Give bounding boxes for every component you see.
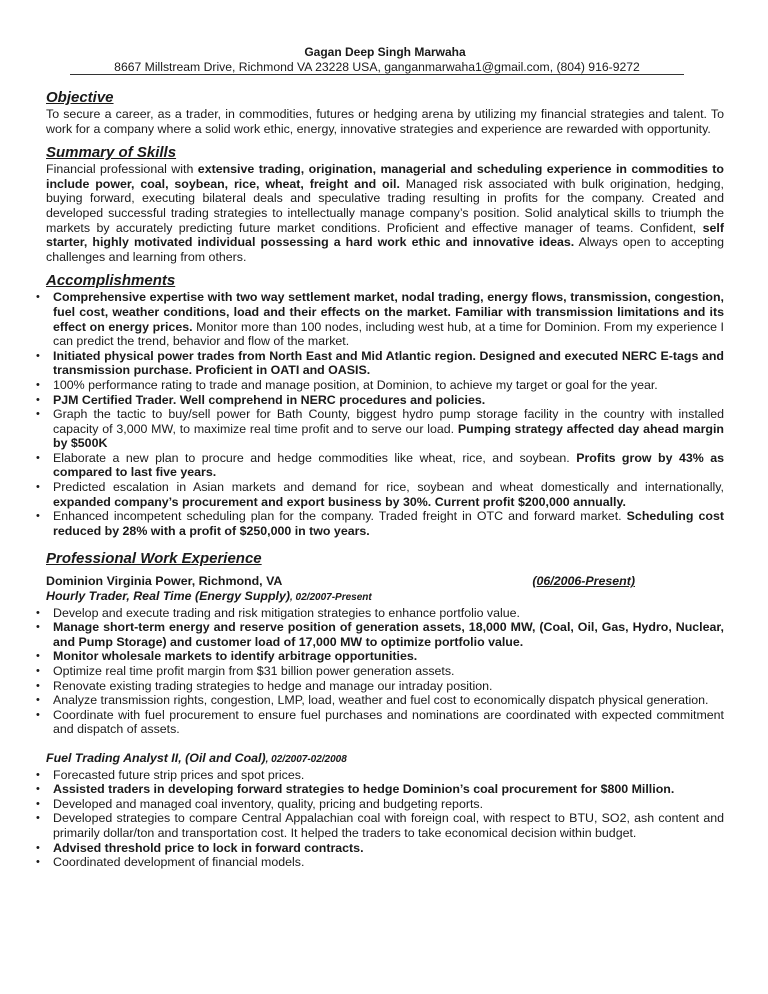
list-item: • Developed strategies to compare Central Appalachian coal with foreign coal, with respect to BTU, SO2, ash content and primarily dollar/ton and transportation cost. It helped the traders to take economical decision within budget. — [36, 811, 724, 840]
contact-line: 8667 Millstream Drive, Richmond VA 23228 USA, ganganmarwaha1@gmail.com, (804) 916-9272 — [70, 60, 684, 75]
bullet-icon: • — [36, 812, 40, 825]
list-item: • Comprehensive expertise with two way settlement market, nodal trading, energy flows, transmission, congestion, fuel cost, weather conditions, load and their effects on the market. Familiar with transmission limitations and its effect on energy prices. Monitor more than 100 nodes, including west hub, at a time for Dominion. From my experience I can predict the trend, behavior and flow of the market. — [36, 290, 724, 349]
bullet-icon: • — [36, 451, 40, 464]
list-item: • Graph the tactic to buy/sell power for Bath County, biggest hydro pump storage facility in the country with installed capacity of 3,000 MW, to maximize real time profit and to serve our load. Pumping strategy affected day ahead margin by $500K — [36, 407, 724, 451]
bullet-icon: • — [36, 856, 40, 869]
accomplishments-heading: Accomplishments — [46, 272, 176, 290]
accomplishments-list — [36, 290, 725, 538]
objective-text: To secure a career, as a trader, in commodities, futures or hedging arena by utilizing my financial strategies and talent. To work for a company where a solid work ethic, energy, innovative strategies and experience are rewarded with opportunity. — [46, 107, 724, 136]
list-item: • Advised threshold price to lock in forward contracts. — [36, 840, 364, 855]
list-item: • PJM Certified Trader. Well comprehend in NERC procedures and policies. — [36, 392, 486, 407]
role-title: Fuel Trading Analyst II, (Oil and Coal), 02/2007-02/2008 — [46, 750, 347, 765]
list-item: • Predicted escalation in Asian markets and demand for rice, soybean and wheat domestically and internationally, expanded company’s procurement and export business by 30%. Current profit $200,000 annually. — [36, 480, 724, 509]
skills-heading: Summary of Skills — [46, 144, 177, 162]
bullet-icon: • — [36, 349, 40, 362]
bullet-icon: • — [36, 768, 40, 781]
bullet-icon: • — [36, 378, 40, 391]
bullet-icon: • — [36, 797, 40, 810]
list-item: • Monitor wholesale markets to identify arbitrage opportunities. — [36, 649, 418, 664]
list-item: • Elaborate a new plan to procure and hedge commodities like wheat, rice, and soybean. Profits grow by 43% as compared to last five years. — [36, 450, 724, 480]
bullet-icon: • — [36, 408, 40, 421]
list-item: • Coordinated development of financial models. — [36, 855, 305, 870]
company-name: Dominion Virginia Power, Richmond, VA — [46, 574, 283, 589]
bullet-icon: • — [36, 621, 40, 634]
list-item: • Coordinate with fuel procurement to ensure fuel purchases and nominations are coordinated with expected commitment and dispatch of assets. — [36, 707, 724, 737]
role2-duties — [36, 767, 724, 870]
list-item: • Develop and execute trading and risk mitigation strategies to enhance portfolio value. — [36, 605, 520, 620]
bullet-icon: • — [36, 481, 40, 494]
skills-text: Financial professional with extensive trading, origination, managerial and scheduling experience in commodities to include power, coal, soybean, rice, wheat, freight and oil. Managed risk associated with bulk origination, hedging, buying forward, executing bilateral deals and speculative trading resulting in profits for the company. Created and developed successful trading strategies to intellectually manage company’s position. Solid analytical skills to triumph the markets by accurately predicting future market conditions. Proficient and effective manager of teams. Confident, self starter, highly motivated individual possessing a hard work ethic and innovative ideas. Always open to accepting challenges and learning from others. — [46, 162, 724, 264]
resume-name: Gagan Deep Singh Marwaha — [304, 45, 466, 59]
bullet-icon: • — [36, 393, 40, 406]
list-item: • Analyze transmission rights, congestion, LMP, load, weather and fuel cost to economically dispatch physical generation. — [36, 693, 709, 708]
bullet-icon: • — [36, 650, 40, 663]
bullet-icon: • — [36, 694, 40, 707]
company-dates: (06/2006-Present) — [532, 574, 635, 589]
bullet-icon: • — [36, 708, 40, 721]
list-item: • Manage short-term energy and reserve position of generation assets, 18,000 MW, (Coal, Oil, Gas, Hydro, Nuclear, and Pump Storage) and customer load of 17,000 MW to optimize portfolio value. — [36, 620, 724, 649]
bullet-icon: • — [36, 679, 40, 692]
bullet-icon: • — [36, 510, 40, 523]
bullet-icon: • — [36, 665, 40, 677]
bullet-icon: • — [36, 606, 40, 619]
list-item: • Renovate existing trading strategies to hedge and manage our intraday position. — [36, 678, 493, 693]
role1-duties — [36, 605, 724, 737]
list-item: • Assisted traders in developing forward strategies to hedge Dominion’s coal procurement for $800 Million. — [36, 782, 675, 797]
bullet-icon: • — [36, 783, 40, 796]
list-item: • Optimize real time profit margin from $31 billion power generation assets. — [36, 664, 455, 678]
bullet-icon: • — [36, 841, 40, 854]
list-item: • Initiated physical power trades from North East and Mid Atlantic region. Designed and executed NERC E-tags and transmission purchase. Proficient in OATI and OASIS. — [36, 348, 724, 378]
list-item: • 100% performance rating to trade and manage position, at Dominion, to achieve my target or goal for the year. — [36, 377, 658, 392]
objective-heading: Objective — [46, 89, 114, 106]
job-header — [46, 574, 724, 589]
list-item: • Enhanced incompetent scheduling plan for the company. Traded freight in OTC and forward market. Scheduling cost reduced by 28% with a profit of $250,000 in two years. — [36, 509, 725, 538]
list-item: • Developed and managed coal inventory, quality, pricing and budgeting reports. — [36, 796, 484, 811]
experience-heading: Professional Work Experience — [46, 550, 262, 568]
bullet-icon: • — [36, 291, 40, 304]
role-title: Hourly Trader, Real Time (Energy Supply), 02/2007-Present — [46, 589, 372, 604]
list-item: • Forecasted future strip prices and spot prices. — [36, 767, 305, 782]
